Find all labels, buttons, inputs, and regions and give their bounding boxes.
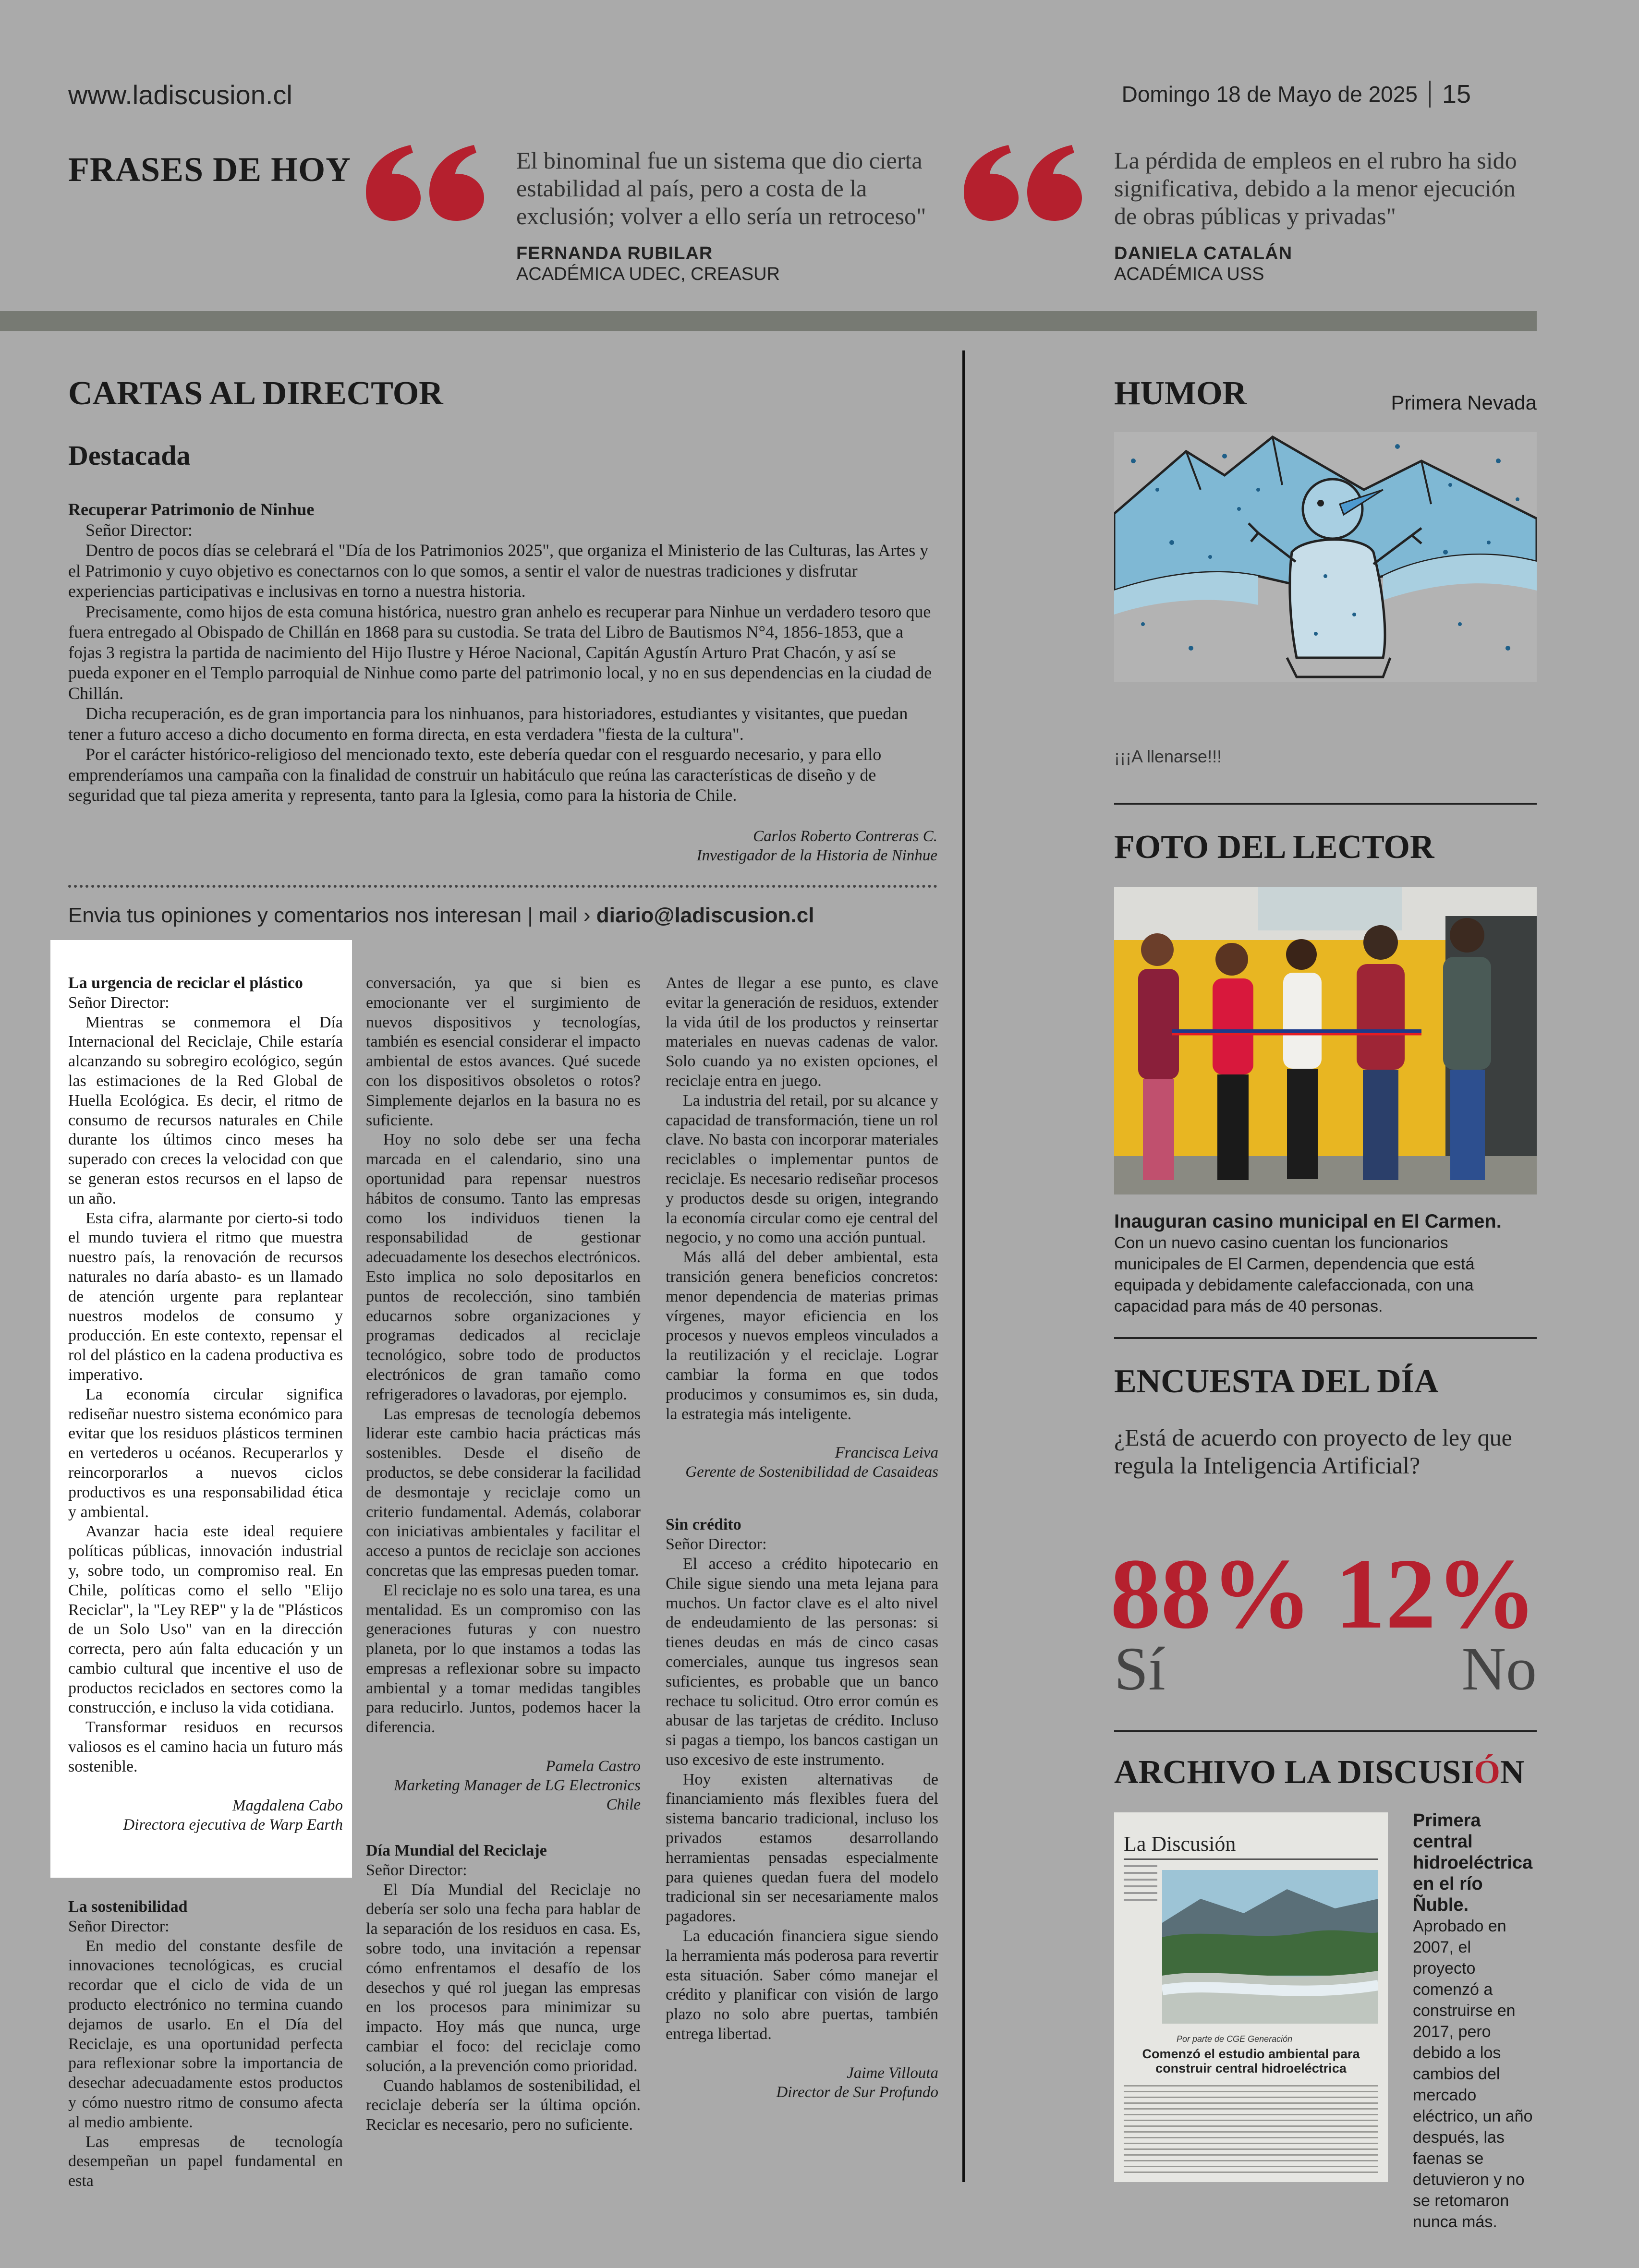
site-url[interactable]: www.ladiscusion.cl [68,80,292,110]
destacada-paragraph: Dentro de pocos días se celebrará el "Día de los Patrimonios 2025", que organiza el Ministerio de las Culturas, las Artes y el Patrimonio y cuyo objetivo es conectarnos con lo que somos, a sentir el valor de nuestras tradiciones y disfrutar experiencias participativas e inclusivas en torno a nuestra historia. [68,541,929,601]
encuesta-no-label: No [1461,1635,1537,1703]
encuesta-yes-label: Sí [1114,1635,1166,1703]
letter-continuation: Antes de llegar a ese punto, es clave evitar la generación de residuos, extender la vida útil de los productos y reinsertar materiales en nuevas cadenas de valor. Solo cuando ya no existen opciones, el reciclaje entra en juego. [666,974,938,1090]
column-divider [962,350,965,2182]
humor-cartoon [1114,432,1537,682]
clip-body-text [1124,2085,1378,2176]
quote-1-text: El binominal fue un sistema que dio cierta estabilidad al país, pero a costa de la exclusión; volver a ello sería un retroceso" [516,147,926,229]
clip-masthead: La Discusión [1124,1832,1236,1856]
column-2 [366,974,641,2135]
letter-author: Francisca Leiva [835,1444,938,1462]
destacada-label: Destacada [68,440,191,471]
letter-heading: Sin crédito [666,1516,741,1534]
clip-river-photo [1162,1870,1378,2024]
letter-paragraph: El Día Mundial del Reciclaje no debería ser solo una fecha para hablar de la separación de los residuos en casa. Es, sobre todo, una invitación a repensar cómo enfrentamos el desafío de los desechos y qué rol juegan las empresas en los procesos para minimizar su impacto. Hoy más que nunca, urge cambiar el foco: del reciclaje como solución, a la prevención como prioridad. [366,1881,641,2075]
foto-caption-title: Inauguran casino municipal en El Carmen. [1114,1211,1502,1232]
clip-rule [1124,1858,1378,1860]
letter-salutation: Señor Director: [68,993,170,1012]
letter-heading: La sostenibilidad [68,1898,188,1916]
letter-paragraph: Transformar residuos en recursos valiosos es el camino hacia un futuro más sostenible. [68,1718,343,1775]
quote-1-author: FERNANDA RUBILAR [516,243,713,264]
letter-paragraph: Avanzar hacia este ideal requiere políticas públicas, innovación industrial y, sobre todo, un compromiso real. En Chile, políticas como el sello "Elijo Reciclar", la "Ley REP" y la de "Plásticos de un Solo Uso" van en la dirección correcta, pero aún falta educación y un cambio cultural que incentive el uso de productos reciclados en sectores como la construcción, e incluso la vida cotidiana. [68,1522,343,1717]
humor-caption: ¡¡¡A llenarse!!! [1114,747,1222,766]
section-rule [1114,1730,1537,1732]
letter-author-role: Directora ejecutiva de Warp Earth [123,1816,343,1834]
clip-left-column [1124,1865,1157,1990]
letter-salutation: Señor Director: [366,1861,467,1879]
letter-paragraph: La industria del retail, por su alcance y capacidad de transformación, tiene un rol clave. No basta con incorporar materiales reciclables o implementar puntos de reciclaje. Es necesario rediseñar procesos y productos desde su origen, integrando la economía circular como eje central del negocio, y no como una acción puntual. [666,1091,938,1247]
destacada-heading: Recuperar Patrimonio de Ninhue [68,500,315,519]
destacada-author: Carlos Roberto Contreras C. [753,827,937,845]
section-rule [1114,803,1537,805]
letter-paragraph: La educación financiera sigue siendo la herramienta más poderosa para revertir esta situación. Saber cómo manejar el crédito y planificar con visión de largo plazo no solo abre puertas, también entrega libertad. [666,1927,938,2043]
letter-paragraph: La economía circular significa rediseñar nuestro sistema económico para evitar que los residuos plásticos terminen en vertederos u océanos. Recuperarlos y reincorporarlos a nuevos ciclos productivos es una responsabilidad ética y ambiental. [68,1385,343,1521]
clip-headline: Comenzó el estudio ambiental para construir central hidroeléctrica [1142,2047,1360,2075]
issue-date: Domingo 18 de Mayo de 2025 [1121,82,1418,107]
letter-paragraph: Cuando hablamos de sostenibilidad, el reciclaje debería ser la última opción. Reciclar es necesario, pero no suficiente. [366,2076,641,2134]
letter-author-role: Director de Sur Profundo [776,2083,938,2101]
archivo-text: Aprobado en 2007, el proyecto comenzó a construirse en 2017, pero debido a los cambios del mercado eléctrico, un año después, las faenas se detuvieron y no se retomaron nunca más. [1413,1917,1533,2231]
letter-author-role: Gerente de Sostenibilidad de Casaideas [685,1463,938,1481]
letter-paragraph: Hoy no solo debe ser una fecha marcada en el calendario, sino una oportunidad para repensar nuestros hábitos de consumo. Tanto las empresas como los individuos tienen la responsabilidad de gestionar adecuadamente los desechos electrónicos. Esto implica no solo depositarlos en puntos de recolección, sino también educarnos sobre organizaciones y programas dedicados al reciclaje tecnológico, sobre todo de productos electrónicos de gran tamaño como refrigeradores o lavadoras, por ejemplo. [366,1131,641,1403]
header-divider-bar [0,311,1537,331]
reader-photo [1114,887,1537,1194]
letter-author: Magdalena Cabo [232,1797,343,1814]
archivo-headline: Primera central hidroeléctrica en el río Ñuble. [1413,1810,1533,1915]
letter-paragraph: Hoy existen alternativas de financiamiento más flexibles fuera del sistema bancario tradicional, incluso los privados estamos desarrollando herramientas pensadas especialmente para quienes quedan fuera del modelo tradicional sin ser necesariamente malos pagadores. [666,1770,938,1926]
destacada-paragraph: Precisamente, como hijos de esta comuna histórica, nuestro gran anhelo es recuperar para Ninhue un verdadero tesoro que fuera entregado al Obispado de Chillán en 1868 para su custodia. Se trata del Libro de Bautismos N°4, 1856-1853, que a fojas 3 registra la partida de nacimiento del Hijo Ilustre y Héroe Nacional, Capitán Agustín Arturo Prat Chacón, y así se pueda exponer en el Templo parroquial de Ninhue como parte del patrimonio local, y no en sus dependencias en la ciudad de Chillán. [68,602,932,703]
letter-heading: La urgencia de reciclar el plástico [68,974,303,992]
quote-2-text: La pérdida de empleos en el rubro ha sido significativa, debido a la menor ejecución de obras públicas y privadas" [1114,147,1517,229]
quote-1 [516,146,939,285]
letter-paragraph: Esta cifra, alarmante por cierto-si todo el mundo tuviera el ritmo que muestra nuestro país, la renovación de recursos naturales no daría abasto- es un llamado de atención urgente para replantear nuestros modelos de consumo y producción. En este contexto, repensar el rol del plástico en la cadena productiva es imperativo. [68,1209,343,1384]
letter-paragraph: Más allá del deber ambiental, esta transición genera beneficios concretos: menor dependencia de materias primas vírgenes, mayor eficiencia en los procesos y nuevos empleos vinculados a la reutilización y el reciclaje. Lograr cambiar la forma en que todos producimos y consumimos es, sin duda, la estrategia más inteligente. [666,1248,938,1423]
destacada-letter [68,499,937,865]
letter-signature [666,2063,938,2102]
encuesta-yes-percent: 88% [1110,1538,1312,1650]
clip-kicker: Por parte de CGE Generación [1177,2034,1293,2044]
foto-caption [1114,1211,1537,1317]
letter-author-role: Marketing Manager de LG Electronics Chile [394,1777,641,1814]
destacada-signature [68,827,937,865]
archivo-title-accent: Ó [1474,1754,1500,1791]
dateline-separator [1429,81,1431,108]
encuesta-question: ¿Está de acuerdo con proyecto de ley que regula la Inteligencia Artificial? [1114,1424,1512,1479]
cartas-title: CARTAS AL DIRECTOR [68,375,443,412]
dateline [1122,79,1471,109]
letter-salutation: Señor Director: [666,1535,767,1554]
letter-paragraph: Mientras se conmemora el Día Internacional del Reciclaje, Chile estaría alcanzando su sobregiro ecológico, según las estimaciones de la Red Global de Huella Ecológica. Es decir, el ritmo de consumo de recursos naturales en Chile durante los últimos cinco meses ha superado con creces la velocidad con que se generan estos recursos en el lapso de un año. [68,1013,343,1207]
letter-author: Jaime Villouta [847,2064,938,2082]
letter-heading: Día Mundial del Reciclaje [366,1842,547,1860]
quote-2-role: ACADÉMICA USS [1114,264,1264,284]
archivo-title-main: ARCHIVO LA DISCUSI [1114,1754,1474,1791]
section-rule [1114,1337,1537,1339]
dotted-separator [68,885,937,888]
quote-mark-icon [365,144,490,226]
letter-paragraph: Las empresas de tecnología desempeñan un papel fundamental en esta [68,2133,343,2190]
quote-2-author: DANIELA CATALÁN [1114,243,1293,264]
letter-paragraph: El reciclaje no es solo una tarea, es una mentalidad. Es un compromiso con las generaciones futuras y con nuestro planeta, por lo que instamos a todas las empresas a reflexionar sobre su impacto ambiental y a tomar medidas tangibles para reducirlo. Juntos, podemos hacer la diferencia. [366,1581,641,1737]
archivo-clipping [1114,1812,1388,2182]
destacada-author-role: Investigador de la Historia de Ninhue [696,846,937,864]
letter-author: Pamela Castro [546,1758,641,1775]
humor-subtitle: Primera Nevada [1391,391,1537,414]
archivo-title [1114,1753,1524,1792]
column-3 [666,974,938,2102]
mail-line [68,904,814,928]
letter-sostenibilidad [68,1897,343,2191]
destacada-paragraph: Por el carácter histórico-religioso del mencionado texto, este debería quedar con el resguardo necesario, y para ello emprenderíamos una campaña con la finalidad de construir un habitáculo que reúna las características de diseño y de seguridad que tal pieza amerita y representa, tanto para la Iglesia, como para la historia de Chile. [68,745,882,805]
letter-continuation: conversación, ya que si bien es emocionante ver el surgimiento de nuevos dispositivos y tecnologías, también es esencial considerar el impacto ambiental de estos avances. Qué sucede con los dispositivos obsoletos o rotos? Simplemente dejarlos en la basura no es suficiente. [366,974,641,1129]
destacada-paragraph: Dicha recuperación, es de gran importancia para los ninhuanos, para historiadores, estudiantes y visitantes, que puedan tener a futuro acceso a dicho documento en forma directa, en esta verdadera "fiesta de la cultura". [68,704,908,744]
mail-prefix: Envia tus opiniones y comentarios nos interesan | mail › [68,904,596,927]
humor-title: HUMOR [1114,375,1247,412]
foto-title: FOTO DEL LECTOR [1114,829,1434,866]
letter-signature [68,1796,343,1834]
quote-mark-icon [963,144,1088,226]
letter-signature [666,1443,938,1482]
letter-paragraph: En medio del constante desfile de innovaciones tecnológicas, es crucial recordar que el ciclo de vida de un producto electrónico no termina cuando dejamos de usarlo. En el Día del Reciclaje, es una oportunidad perfecta para reflexionar sobre la importancia de desechar adecuadamente estos productos y cómo nuestro ritmo de consumo afecta al medio ambiente. [68,1937,343,2131]
letter-salutation: Señor Director: [68,1917,170,1935]
frases-title: FRASES DE HOY [68,150,352,189]
archivo-title-end: N [1500,1754,1525,1791]
archivo-caption [1413,1810,1537,2232]
encuesta-title: ENCUESTA DEL DÍA [1114,1363,1439,1400]
foto-caption-text: Con un nuevo casino cuentan los funcionarios municipales de El Carmen, dependencia que está equipada y debidamente calefaccionada, con una capacidad para más de 40 personas. [1114,1234,1475,1315]
page-number: 15 [1442,80,1471,109]
letter-paragraph: El acceso a crédito hipotecario en Chile sigue siendo una meta lejana para muchos. Un factor clave es el alto nivel de endeudamiento de las personas: si tienes deudas en más de cinco casas comerciales, aunque tus ingresos sean suficientes, es probable que un banco rechace tu solicitud. Otro error común es abusar de las tarjetas de crédito. Incluso si pagas a tiempo, los bancos castigan un uso excesivo de este instrumento. [666,1555,938,1769]
mail-address[interactable]: diario@ladiscusion.cl [596,904,814,927]
letter-paragraph: Las empresas de tecnología debemos liderar este cambio hacia prácticas más sostenibles. Desde el diseño de productos, se debe considerar la facilidad de desmontaje y reciclaje como un criterio fundamental. Además, colaborar con iniciativas ambientales y facilitar el acceso a puntos de reciclaje son acciones concretas que las empresas pueden tomar. [366,1405,641,1580]
quote-2 [1114,146,1537,285]
quote-1-role: ACADÉMICA UDEC, CREASUR [516,264,780,284]
letter-signature [366,1757,641,1814]
letter-reciclar [68,974,343,1834]
encuesta-no-percent: 12% [1335,1538,1537,1650]
destacada-salutation: Señor Director: [85,520,193,540]
